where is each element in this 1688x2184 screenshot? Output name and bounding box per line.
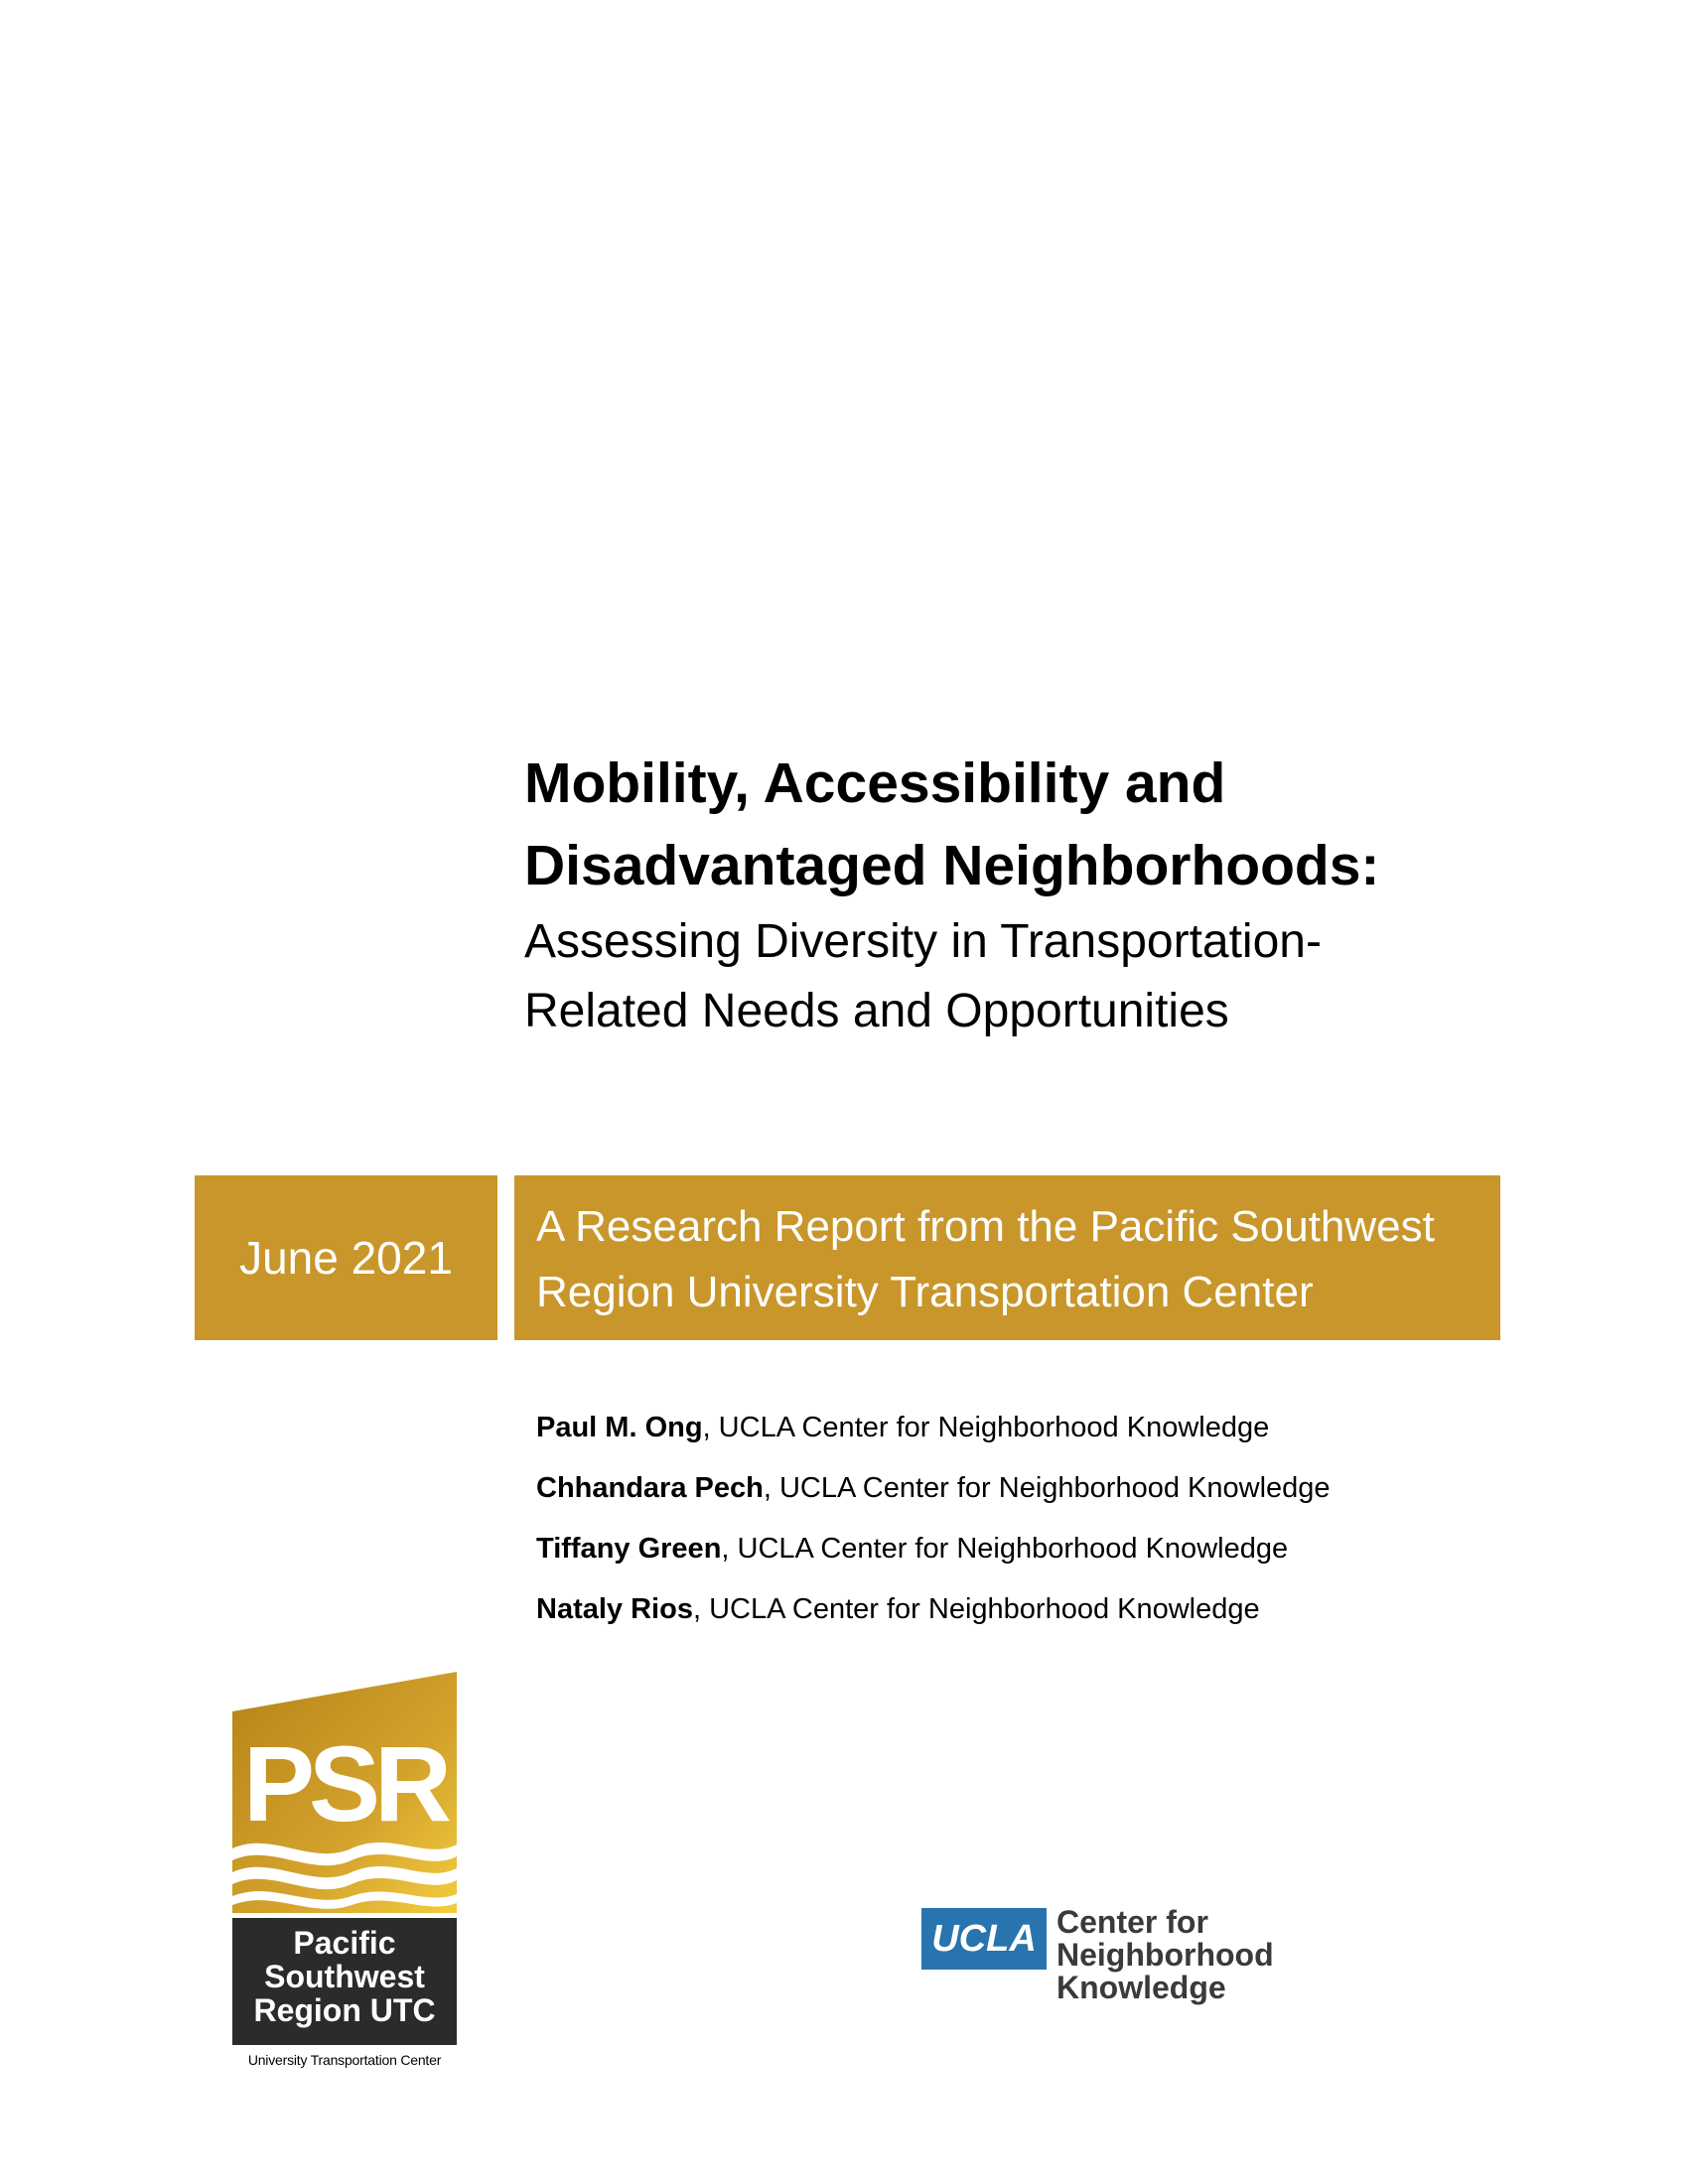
ucla-cnk-wordmark bbox=[1056, 1906, 1434, 2004]
psr-mark: PSR bbox=[242, 1723, 447, 1843]
author-item bbox=[536, 1458, 1529, 1519]
subtitle-line-2: Related Needs and Opportunities bbox=[524, 985, 1229, 1037]
subtitle-line-1: Assessing Diversity in Transportation- bbox=[524, 915, 1322, 968]
title-line-2: Disadvantaged Neighborhoods: bbox=[524, 834, 1380, 897]
author-item bbox=[536, 1579, 1529, 1640]
cnk-line-1: Center for Neighborhood bbox=[1056, 1904, 1274, 1973]
author-name: Nataly Rios bbox=[536, 1593, 693, 1625]
author-name: Chhandara Pech bbox=[536, 1472, 764, 1504]
author-item bbox=[536, 1398, 1529, 1458]
report-subtitle bbox=[524, 907, 1557, 1046]
psr-name-line-1: Pacific bbox=[293, 1925, 396, 1961]
ucla-logo-box: UCLA bbox=[921, 1908, 1047, 1970]
author-affiliation: , UCLA Center for Neighborhood Knowledge bbox=[702, 1412, 1270, 1443]
author-affiliation: , UCLA Center for Neighborhood Knowledge bbox=[721, 1533, 1289, 1565]
author-affiliation: , UCLA Center for Neighborhood Knowledge bbox=[763, 1472, 1331, 1504]
author-affiliation: , UCLA Center for Neighborhood Knowledge bbox=[692, 1593, 1260, 1625]
report-source-line-1: A Research Report from the Pacific Southwest bbox=[536, 1202, 1435, 1251]
author-item bbox=[536, 1519, 1529, 1579]
author-list bbox=[536, 1398, 1529, 1640]
report-date: June 2021 bbox=[239, 1232, 453, 1284]
report-title bbox=[524, 743, 1557, 907]
report-source-band bbox=[514, 1175, 1500, 1340]
psr-name-line-3: Region UTC bbox=[253, 1992, 436, 2028]
psr-logo-name bbox=[232, 1926, 457, 2027]
cnk-line-2: Knowledge bbox=[1056, 1970, 1226, 2005]
psr-name-line-2: Southwest bbox=[264, 1959, 425, 1994]
date-band bbox=[195, 1175, 497, 1340]
title-line-1: Mobility, Accessibility and bbox=[524, 751, 1226, 815]
author-name: Tiffany Green bbox=[536, 1533, 722, 1565]
author-name: Paul M. Ong bbox=[536, 1412, 703, 1443]
report-source-line-2: Region University Transportation Center bbox=[536, 1268, 1314, 1316]
psr-logo-tagline: University Transportation Center bbox=[247, 2052, 442, 2068]
